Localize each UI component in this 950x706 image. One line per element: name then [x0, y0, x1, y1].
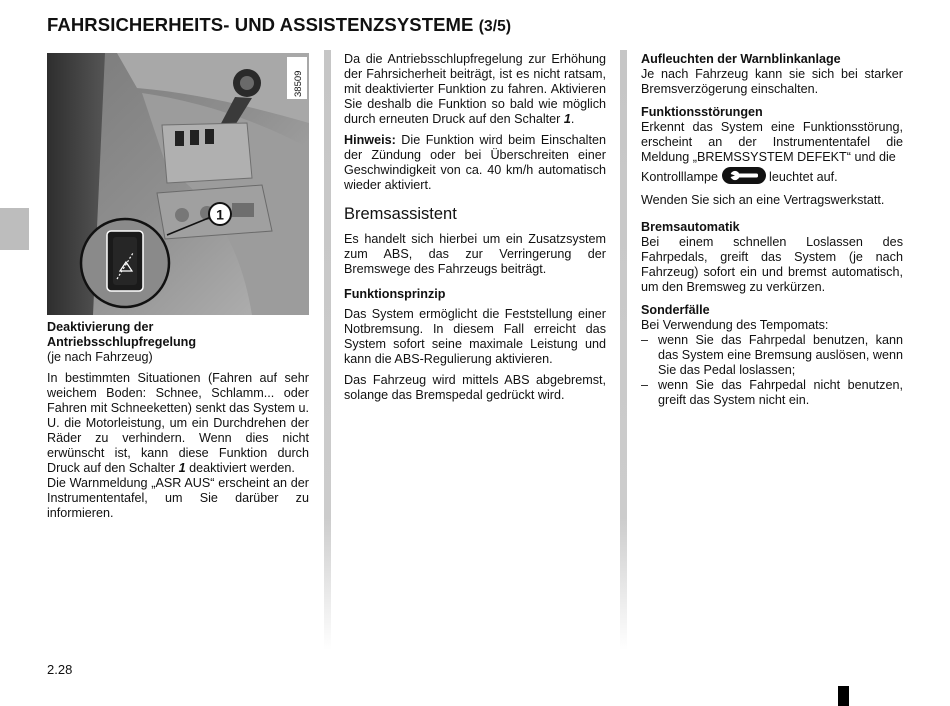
note-label: Hinweis:	[344, 133, 396, 147]
fault-text: Erkennt das System eine Funktionsstörung, erscheint an der Instrumententafel die Meldung „BREMSSYSTEM DEFEKT“ und die	[641, 120, 903, 164]
list-item	[641, 378, 903, 408]
column-divider	[324, 50, 331, 650]
special-intro: Bei Verwendung des Tempomats:	[641, 318, 829, 332]
list-dash: –	[641, 333, 649, 347]
note-text: Die Funktion wird beim Einschalten der Zündung oder bei Überschreiten einer Geschwindigkeit von ca. 40 km/h automatisch wieder aktiviert.	[344, 133, 606, 192]
section-tab	[0, 208, 29, 250]
list-item	[641, 333, 903, 378]
hazard-text: Je nach Fahrzeug kann sie sich bei starker Bremsverzögerung einschalten.	[641, 67, 903, 96]
asr-message-paragraph: Die Warnmeldung „ASR AUS“ erscheint an der Instrumententafel, um Sie darüber zu informieren.	[47, 476, 309, 520]
asr-paragraph	[47, 371, 309, 476]
principle-paragraph-2: Das Fahrzeug wird mittels ABS abgebremst, solange das Bremspedal gedrückt wird.	[344, 373, 606, 402]
brake-assist-intro: Es handelt sich hierbei um ein Zusatzsystem zum ABS, das zur Verringerung der Bremswege des Fahrzeugs beiträgt.	[344, 232, 606, 276]
column-divider	[620, 50, 627, 650]
fault-lamp-pre: Kontrolllampe	[641, 170, 719, 184]
fault-lamp-line	[641, 167, 903, 185]
column-2	[344, 52, 606, 409]
asr-advice-paragraph	[344, 52, 606, 127]
special-heading: Sonderfälle	[641, 303, 710, 317]
principle-heading: Funktionsprinzip	[344, 287, 446, 301]
asr-heading-line1: Deaktivierung der	[47, 320, 154, 334]
title-part: (3/5)	[478, 18, 512, 35]
photo-reference-number: 38509	[293, 70, 304, 97]
note-paragraph	[344, 133, 606, 193]
asr-advice-end: .	[570, 112, 575, 126]
asr-paragraph-text: In bestimmten Situationen (Fahren auf sehr weichem Boden: Schnee, Schlamm... oder Fahren mit Schneeketten) senkt das System u. U. die Motorleistung, um ein Durchdrehen der Räder zu verhindern. Wenn dies nicht erwünscht ist, kann diese Funktion durch Druck auf den Schalter	[47, 371, 309, 475]
hazard-heading: Aufleuchten der Warnblinkanlage	[641, 52, 841, 66]
page-title	[47, 14, 511, 36]
asr-subheading: (je nach Fahrzeug)	[47, 350, 153, 364]
asr-advice-text: Da die Antriebsschlupfregelung zur Erhöhung der Fahrsicherheit beiträgt, ist es nicht ratsam, mit deaktivierter Funktion zu fahren. Aktivieren Sie deshalb die Funktion so bald wie möglich durch erneuten Druck auf den Schalter	[344, 52, 606, 126]
fault-heading: Funktionsstörungen	[641, 105, 763, 119]
asr-paragraph-end: deaktiviert werden.	[185, 461, 295, 475]
dashboard-switch-photo	[47, 53, 309, 315]
column-1	[47, 320, 309, 527]
title-text: FAHRSICHERHEITS- UND ASSISTENZSYSTEME	[47, 14, 474, 35]
page-number: 2.28	[47, 662, 73, 677]
fault-contact: Wenden Sie sich an eine Vertragswerkstatt.	[641, 193, 885, 207]
auto-brake-heading: Bremsautomatik	[641, 220, 740, 234]
wrench-icon	[722, 167, 766, 184]
page-marker	[838, 686, 849, 706]
list-dash: –	[641, 378, 649, 392]
switch-reference: 1	[563, 112, 571, 126]
list-item-text: wenn Sie das Fahrpedal benutzen, kann das System eine Bremsung auslösen, wenn Sie das Pedal loslassen;	[658, 333, 904, 377]
asr-heading	[47, 320, 309, 350]
callout-number: 1	[216, 206, 224, 223]
list-item-text: wenn Sie das Fahrpedal nicht benutzen, greift das System nicht ein.	[658, 378, 903, 407]
principle-paragraph-1: Das System ermöglicht die Feststellung einer Notbremsung. In diesem Fall erreicht das System sofort seine maximale Leistung und kann die ABS-Regulierung aktivieren.	[344, 307, 606, 366]
fault-lamp-post: leuchtet auf.	[769, 170, 838, 184]
switch-reference: 1	[178, 461, 186, 475]
column-3	[641, 52, 903, 408]
asr-heading-line2: Antriebsschlupfregelung	[47, 335, 197, 349]
auto-brake-text: Bei einem schnellen Loslassen des Fahrpedals, greift das System (je nach Fahrzeug) sofort ein und bremst automatisch, um den Bremsweg zu verkürzen.	[641, 235, 903, 294]
brake-assist-heading: Bremsassistent	[344, 205, 457, 223]
